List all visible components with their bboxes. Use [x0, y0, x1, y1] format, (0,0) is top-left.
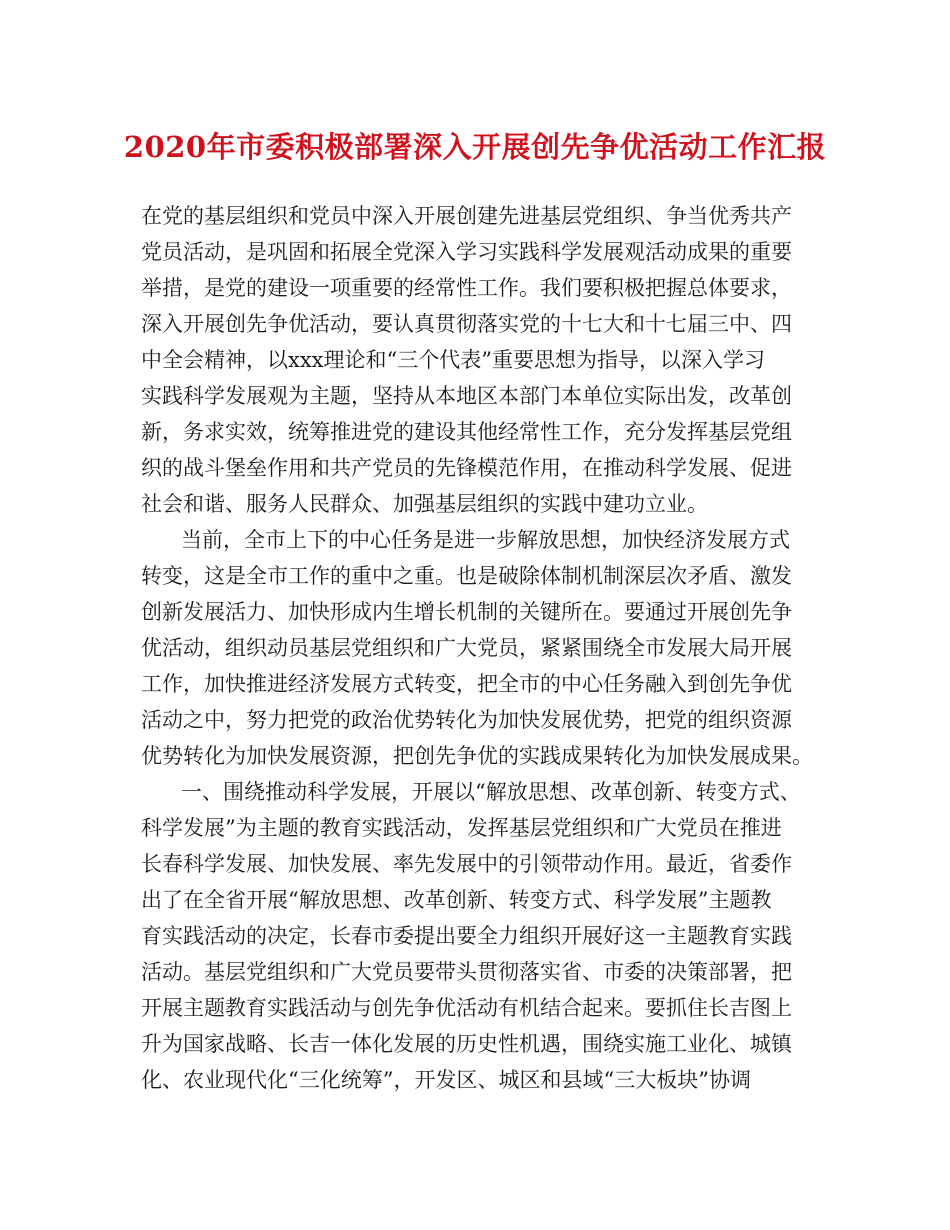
paragraph: [141, 522, 821, 774]
paragraph-line: 活动。基层党组织和广大党员要带头贯彻落实省、市委的决策部署，把: [141, 960, 792, 984]
paragraph-line: 实践科学发展观为主题，坚持从本地区本部门本单位实际出发，改革创: [141, 384, 792, 408]
paragraph-line: 中全会精神，以xxx理论和“三个代表”重要思想为指导，以深入学习: [141, 348, 765, 372]
paragraph-line: 开展主题教育实践活动与创先争优活动有机结合起来。要抓住长吉图上: [141, 996, 792, 1020]
paragraph-line: 工作，加快推进经济发展方式转变，把全市的中心任务融入到创先争优: [141, 672, 792, 696]
paragraph-line: 创新发展活力、加快形成内生增长机制的关键所在。要通过开展创先争: [141, 600, 792, 624]
paragraph-line: 深入开展创先争优活动，要认真贯彻落实党的十七大和十七届三中、四: [141, 312, 792, 336]
paragraph-line: 当前，全市上下的中心任务是进一步解放思想，加快经济发展方式: [181, 528, 790, 552]
paragraph-line: 织的战斗堡垒作用和共产党员的先锋模范作用，在推动科学发展、促进: [141, 456, 792, 480]
paragraph-line: 举措，是党的建设一项重要的经常性工作。我们要积极把握总体要求，: [141, 276, 792, 300]
paragraph-line: 长春科学发展、加快发展、率先发展中的引领带动作用。最近，省委作: [141, 852, 792, 876]
paragraph-line: 党员活动，是巩固和拓展全党深入学习实践科学发展观活动成果的重要: [141, 240, 792, 264]
document-title: 2020年市委积极部署深入开展创先争优活动工作汇报: [123, 130, 827, 164]
paragraph-line: 转变，这是全市工作的重中之重。也是破除体制机制深层次矛盾、激发: [141, 564, 792, 588]
paragraph: [141, 774, 821, 1098]
paragraph-line: 在党的基层组织和党员中深入开展创建先进基层党组织、争当优秀共产: [141, 204, 792, 228]
paragraph-line: 社会和谐、服务人民群众、加强基层组织的实践中建功立业。: [141, 492, 708, 516]
paragraph-line: 升为国家战略、长吉一体化发展的历史性机遇，围绕实施工业化、城镇: [141, 1032, 792, 1056]
paragraph-line: 一、围绕推动科学发展，开展以“解放思想、改革创新、转变方式、: [181, 780, 801, 804]
paragraph-line: 出了在全省开展“解放思想、改革创新、转变方式、科学发展”主题教: [141, 888, 772, 912]
paragraph: [141, 198, 821, 522]
document-body: [141, 198, 821, 1098]
paragraph-line: 育实践活动的决定，长春市委提出要全力组织开展好这一主题教育实践: [141, 924, 792, 948]
paragraph-line: 新，务求实效，统筹推进党的建设其他经常性工作，充分发挥基层党组: [141, 420, 792, 444]
paragraph-line: 优势转化为加快发展资源，把创先争优的实践成果转化为加快发展成果。: [141, 744, 813, 768]
paragraph-line: 优活动，组织动员基层党组织和广大党员，紧紧围绕全市发展大局开展: [141, 636, 792, 660]
paragraph-line: 科学发展”为主题的教育实践活动，发挥基层党组织和广大党员在推进: [141, 816, 782, 840]
paragraph-line: 化、农业现代化“三化统筹”，开发区、城区和县域“三大板块”协调: [141, 1068, 751, 1092]
paragraph-line: 活动之中，努力把党的政治优势转化为加快发展优势，把党的组织资源: [141, 708, 792, 732]
